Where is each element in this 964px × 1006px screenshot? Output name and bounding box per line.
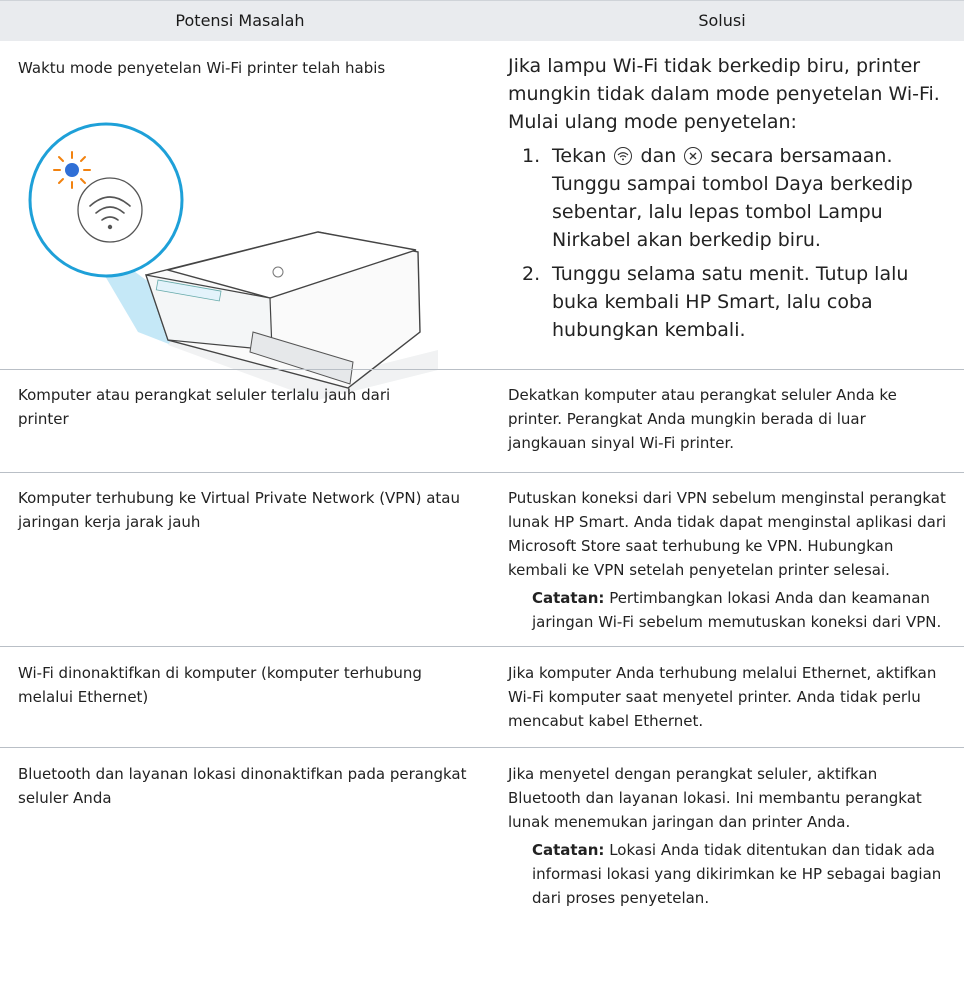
problem-text: Bluetooth dan layanan lokasi dinonaktifkan pada perangkat seluler Anda [18, 765, 467, 807]
solution-intro: Jika lampu Wi-Fi tidak berkedip biru, printer mungkin tidak dalam mode penyetelan Wi-Fi. Mulai ulang mode penyetelan: [508, 55, 940, 133]
header-problem: Potensi Masalah [175, 11, 305, 30]
table-row [0, 747, 964, 1006]
table-row [0, 646, 964, 748]
step-item [522, 260, 944, 344]
solution-text: Jika menyetel dengan perangkat seluler, aktifkan Bluetooth dan layanan lokasi. Ini membantu perangkat lunak menemukan jaringan dan printer Anda. [508, 765, 922, 831]
step-item [522, 142, 944, 254]
solution-text: Dekatkan komputer atau perangkat seluler Anda ke printer. Perangkat Anda mungkin berada di luar jangkauan sinyal Wi-Fi printer. [508, 386, 897, 452]
step-number: 2. [522, 263, 541, 285]
printer-illustration [18, 100, 458, 400]
cancel-icon [684, 147, 702, 165]
solution-text: Jika komputer Anda terhubung melalui Ethernet, aktifkan Wi-Fi komputer saat menyetel printer. Anda tidak perlu mencabut kabel Ethernet. [508, 664, 937, 730]
solution-cell [508, 52, 944, 344]
solution-text: Putuskan koneksi dari VPN sebelum menginstal perangkat lunak HP Smart. Anda tidak dapat menginstal aplikasi dari Microsoft Store saat terhubung ke VPN. Hubungkan kembali ke VPN setelah penyetelan printer selesai. [508, 489, 947, 579]
wifi-icon [614, 147, 632, 165]
note-label: Catatan: [532, 841, 605, 859]
steps-list [522, 142, 944, 344]
note [532, 838, 948, 910]
note-label: Catatan: [532, 589, 605, 607]
note-text: Lokasi Anda tidak ditentukan dan tidak ada informasi lokasi yang dikirimkan ke HP sebagai bagian dari proses penyetelan. [532, 841, 942, 907]
problem-text: Komputer atau perangkat seluler terlalu jauh dari printer [18, 386, 391, 428]
step-number: 1. [522, 145, 541, 167]
step-text: Tunggu selama satu menit. Tutup lalu buka kembali HP Smart, lalu coba hubungkan kembali. [552, 263, 909, 341]
solution-cell [508, 762, 948, 910]
problem-text: Wi-Fi dinonaktifkan di komputer (komputer terhubung melalui Ethernet) [18, 664, 422, 706]
table-row [0, 472, 964, 647]
note [532, 586, 948, 634]
table-header [0, 0, 964, 41]
header-solution: Solusi [698, 11, 746, 30]
solution-cell [508, 486, 948, 634]
step-text-a: Tekan [552, 145, 607, 167]
problem-text: Waktu mode penyetelan Wi-Fi printer telah habis [18, 59, 386, 77]
table-row [0, 40, 964, 358]
note-text: Pertimbangkan lokasi Anda dan keamanan jaringan Wi-Fi sebelum memutuskan koneksi dari VPN. [532, 589, 942, 631]
table-row [0, 369, 964, 473]
step-text-c: secara bersamaan. Tunggu sampai tombol Daya berkedip sebentar, lalu lepas tombol Lampu Nirkabel akan berkedip biru. [552, 145, 913, 251]
problem-text: Komputer terhubung ke Virtual Private Network (VPN) atau jaringan kerja jarak jauh [18, 489, 460, 531]
step-text-b: dan [640, 145, 677, 167]
